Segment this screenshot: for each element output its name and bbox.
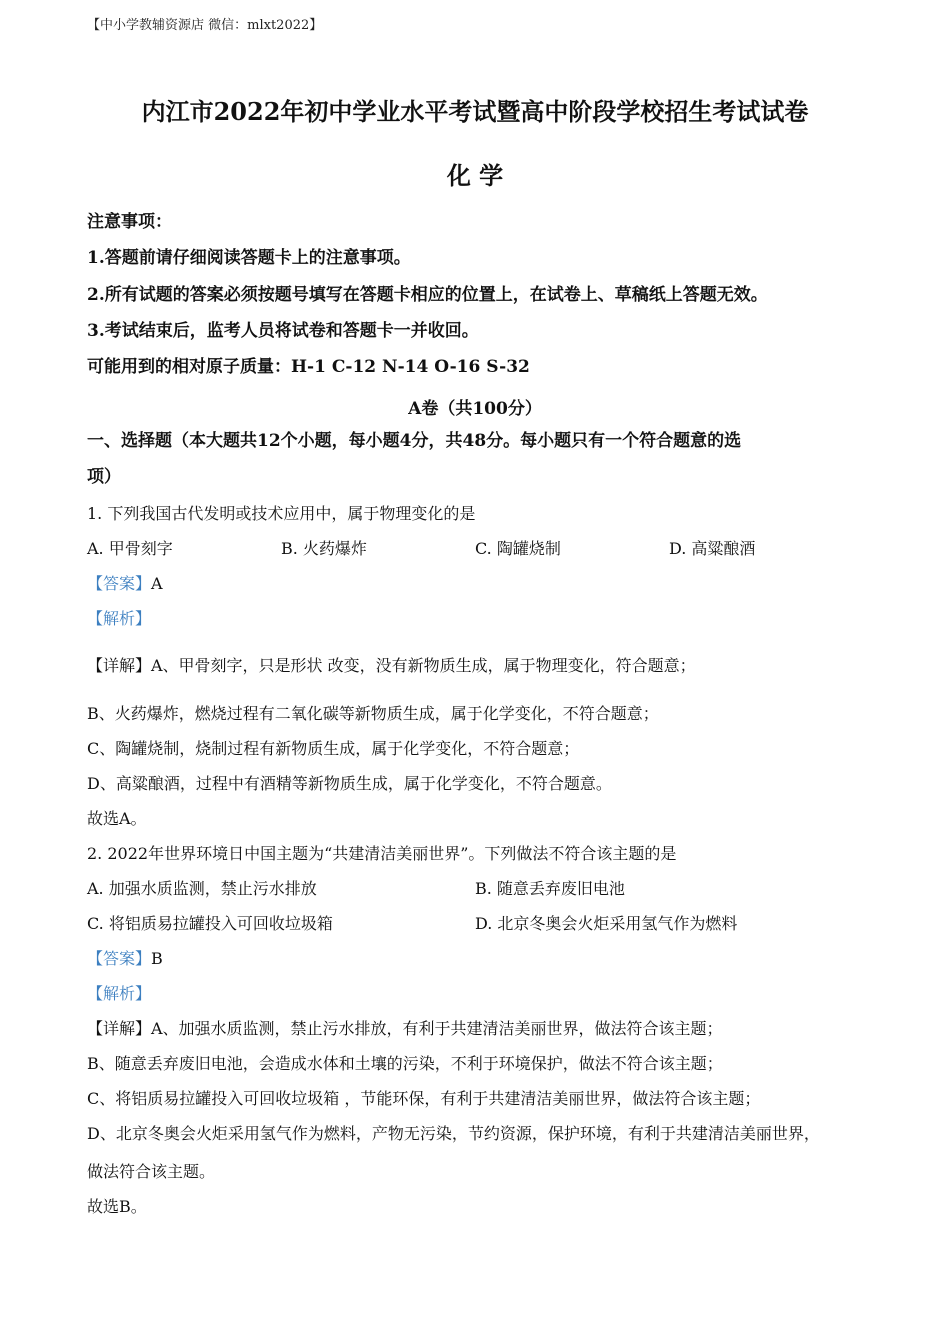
subject-title: 化 学 <box>446 161 504 190</box>
q2-answer <box>87 949 163 969</box>
q2-detail: 【详解】A、加强水质监测，禁止污水排放，有利于共建清洁美丽世界，做法符合该主题； <box>87 1019 723 1038</box>
q1-option-c: C. 陶罐烧制 <box>475 539 561 558</box>
note-item: 2.所有试题的答案必须按题号填写在答题卡相应的位置上，在试卷上、草稿纸上答题无效。 <box>87 285 768 305</box>
q2-conclusion: 故选B。 <box>87 1197 147 1216</box>
answer-value: B <box>151 949 163 968</box>
q2-option-d: D. 北京冬奥会火炬采用氢气作为燃料 <box>475 914 738 933</box>
q1-stem: 1. 下列我国古代发明或技术应用中，属于物理变化的是 <box>87 504 476 523</box>
q2-stem: 2. 2022年世界环境日中国主题为“共建清洁美丽世界”。下列做法不符合该主题的是 <box>87 844 677 863</box>
q1-option-a: A. 甲骨刻字 <box>87 539 173 558</box>
q1-analysis-d: D、高粱酿酒，过程中有酒精等新物质生成，属于化学变化，不符合题意。 <box>87 774 612 793</box>
note-item: 3.考试结束后，监考人员将试卷和答题卡一并收回。 <box>87 321 479 341</box>
answer-value: A <box>151 574 163 593</box>
note-item: 1.答题前请仔细阅读答题卡上的注意事项。 <box>87 248 411 268</box>
part1-heading-cont: 项） <box>87 467 121 487</box>
q1-analysis-b: B、火药爆炸，燃烧过程有二氧化碳等新物质生成，属于化学变化，不符合题意； <box>87 704 659 723</box>
q1-conclusion: 故选A。 <box>87 809 147 828</box>
q2-analysis-d-cont: 做法符合该主题。 <box>87 1162 216 1181</box>
q2-option-a: A. 加强水质监测，禁止污水排放 <box>87 879 317 898</box>
answer-label: 【答案】 <box>87 949 152 968</box>
part1-heading: 一、选择题（本大题共12个小题，每小题4分，共48分。每小题只有一个符合题意的选 <box>87 431 742 451</box>
notes-heading: 注意事项： <box>87 212 172 232</box>
exam-title: 内江市2022年初中学业水平考试暨高中阶段学校招生考试试卷 <box>141 97 809 126</box>
section-a-title: A卷（共100分） <box>408 399 542 419</box>
q2-analysis-c: C、将铝质易拉罐投入可回收垃圾箱 ，节能环保，有利于共建清洁美丽世界，做法符合该主题； <box>87 1089 761 1108</box>
q2-analysis-label: 【解析】 <box>87 984 152 1003</box>
q2-analysis-d: D、北京冬奥会火炬采用氢气作为燃料，产物无污染，节约资源，保护环境，有利于共建清洁美丽世界， <box>87 1124 820 1143</box>
q2-option-b: B. 随意丢弃废旧电池 <box>475 879 625 898</box>
q1-analysis-label: 【解析】 <box>87 609 152 628</box>
q1-answer <box>87 574 163 594</box>
atomic-masses: 可能用到的相对原子质量：H-1 C-12 N-14 O-16 S-32 <box>87 357 530 377</box>
watermark: 【中小学教辅资源店 微信：mlxt2022】 <box>87 18 323 33</box>
answer-label: 【答案】 <box>87 574 152 593</box>
q1-option-b: B. 火药爆炸 <box>281 539 367 558</box>
q1-analysis-c: C、陶罐烧制，烧制过程有新物质生成，属于化学变化，不符合题意； <box>87 739 580 758</box>
q1-detail: 【详解】A、甲骨刻字，只是形状 改变，没有新物质生成，属于物理变化，符合题意； <box>87 656 696 675</box>
q1-option-d: D. 高粱酿酒 <box>669 539 756 558</box>
q2-analysis-b: B、随意丢弃废旧电池，会造成水体和土壤的污染，不利于环境保护，做法不符合该主题； <box>87 1054 723 1073</box>
q2-option-c: C. 将铝质易拉罐投入可回收垃圾箱 <box>87 914 333 933</box>
